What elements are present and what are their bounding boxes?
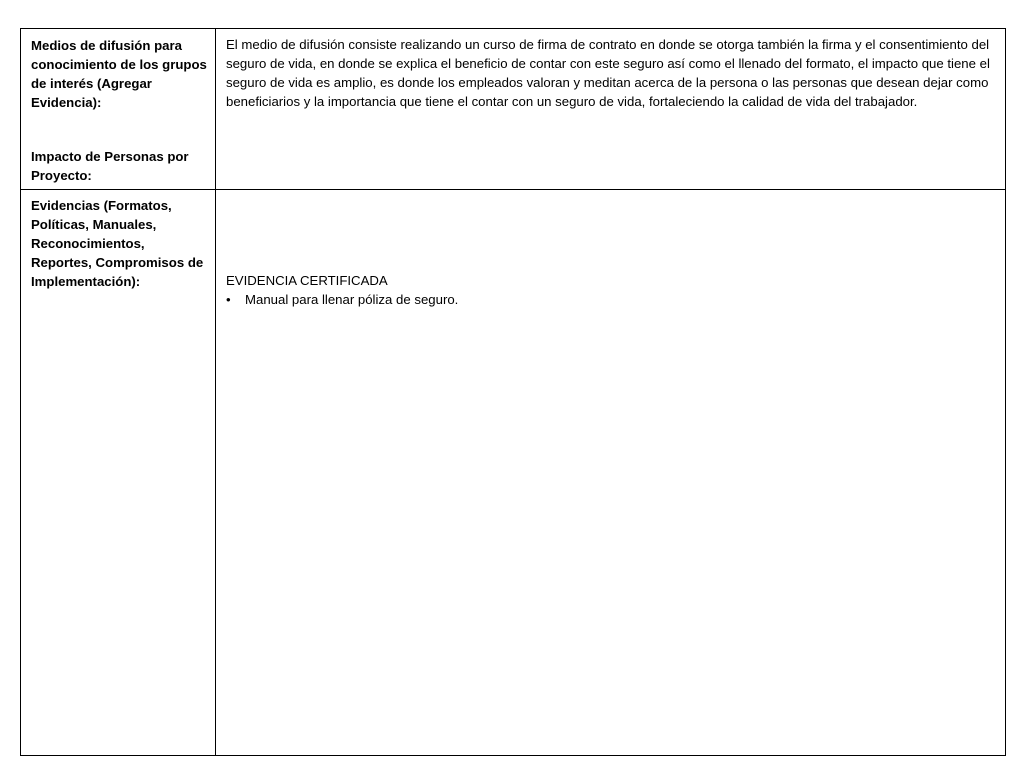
list-item-text: Manual para llenar póliza de seguro. bbox=[245, 292, 459, 307]
table-row-diffusion bbox=[21, 29, 1005, 190]
table-row-evidence bbox=[21, 190, 1005, 755]
diffusion-description: El medio de difusión consiste realizando un curso de firma de contrato en donde se otorga también la firma y el consentimiento del seguro de vida, en donde se explica el beneficio de contar con este seguro así como el llenado del formato, el impacto que tiene el seguro de vida es amplio, es donde los empleados valoran y meditan acerca de la persona o las personas que desean dejar como beneficiarios y la importancia que tiene el contar con un seguro de vida, fortaleciendo la calidad de vida del trabajador. bbox=[226, 37, 990, 109]
evidence-block bbox=[226, 271, 926, 309]
bullet-icon: • bbox=[226, 292, 231, 307]
row-content-cell bbox=[216, 29, 1005, 189]
people-impact-label: Impacto de Personas por Proyecto: bbox=[31, 149, 189, 183]
evidence-heading: EVIDENCIA CERTIFICADA bbox=[226, 273, 388, 288]
diffusion-media-label: Medios de difusión para conocimiento de los grupos de interés (Agregar Evidencia): bbox=[31, 38, 207, 110]
row-label-cell bbox=[21, 29, 216, 189]
evidence-label: Evidencias (Formatos, Políticas, Manuales, Reconocimientos, Reportes, Compromisos de Implementación): bbox=[31, 198, 204, 289]
row-label-cell bbox=[21, 190, 216, 755]
row-content-cell bbox=[216, 190, 1005, 755]
evidence-table bbox=[20, 28, 1006, 756]
list-item bbox=[226, 290, 926, 309]
